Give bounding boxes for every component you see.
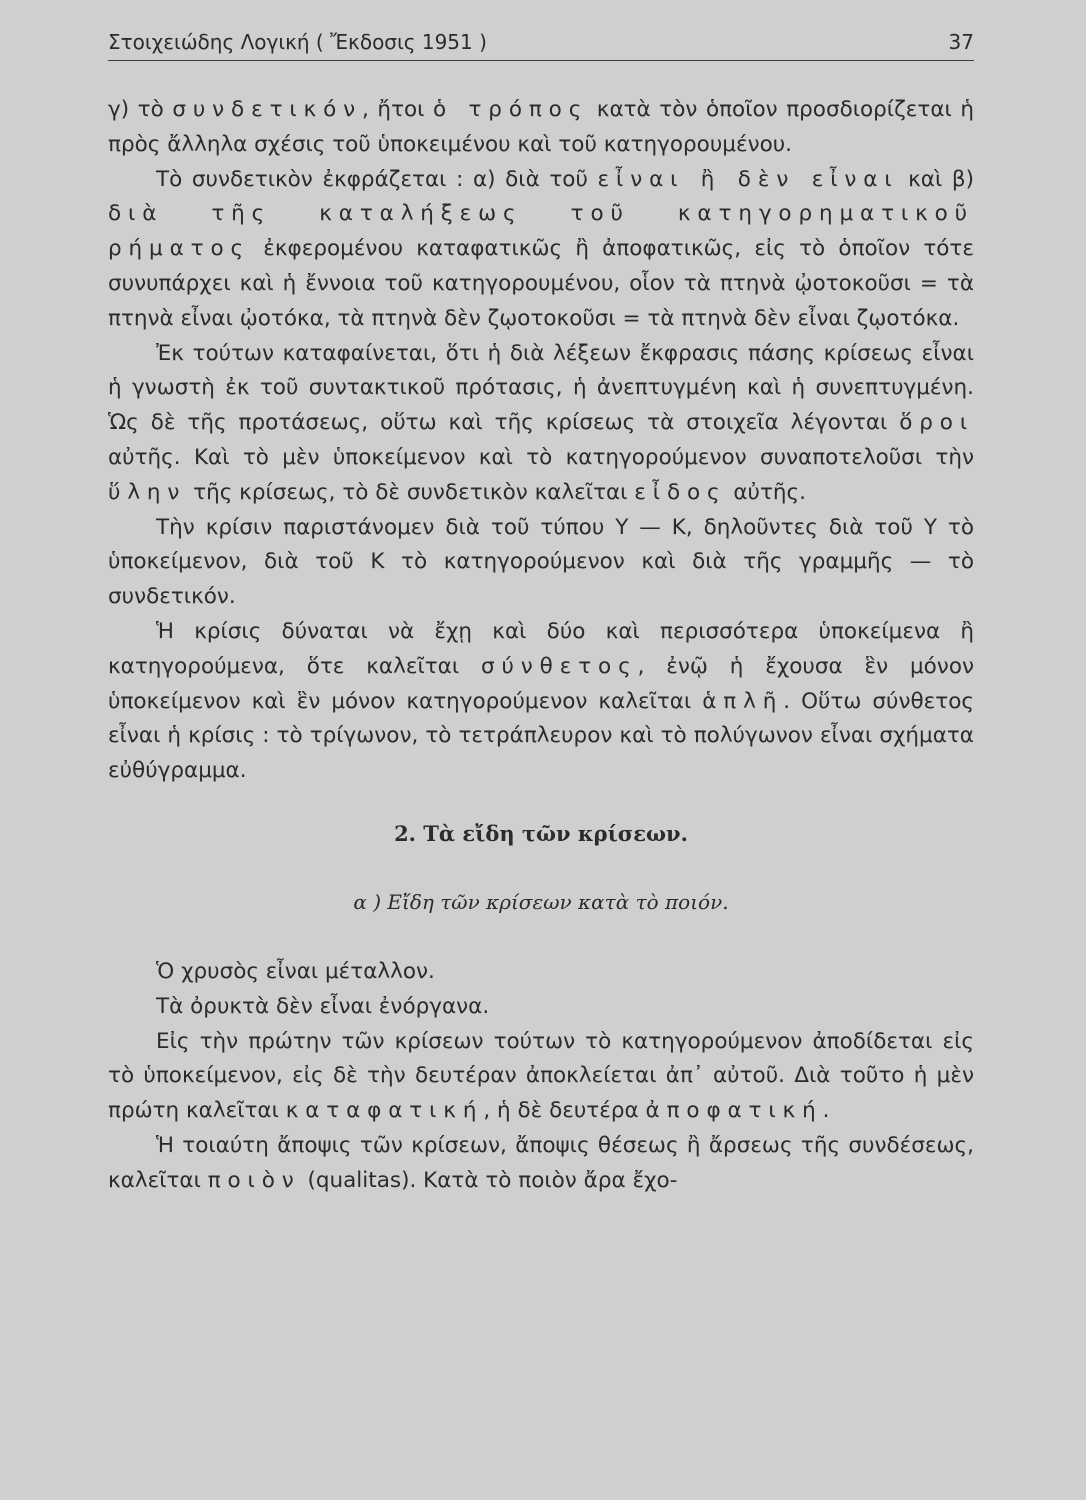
page-number: 37 [948,30,974,54]
paragraph-connective-definition: γ) τὸ συνδετικόν, ἤτοι ὁ τρόπος κατὰ τὸν ὁποῖον προσδιορίζεται ἡ πρὸς ἄλληλα σχέσις τοῦ ὑποκειμένου καὶ τοῦ κατηγορουμένου. [108,97,974,157]
page-body [108,93,974,1199]
paragraph-qualitas: Ἡ τοιαύτη ἄποψις τῶν κρίσεων, ἄποψις θέσεως ἢ ἄρσεως τῆς συνδέσεως, καλεῖται ποιὸν (qualitas). Κατὰ τὸ ποιὸν ἄρα ἔχο- [108,1132,974,1193]
paragraph-compound-judgment: Ἡ κρίσις δύναται νὰ ἔχῃ καὶ δύο καὶ περισσότερα ὑποκείμενα ἢ κατηγορούμενα, ὅτε καλεῖται σύνθετος, ἐνῷ ἡ ἔχουσα ἓν μόνον ὑποκείμενον καὶ ἓν μόνον κατηγορούμενον καλεῖται ἁπλῆ. Οὕτω σύνθετος εἶναι ἡ κρίσις : τὸ τρίγωνον, τὸ τετράπλευρον καὶ τὸ πολύγωνον εἶναι σχήματα εὐθύγραμμα. [108,618,974,784]
example-negative: Τὰ ὀρυκτὰ δὲν εἶναι ἐνόργανα. [156,993,490,1019]
running-title: Στοιχειώδης Λογική ( Ἔκδοσις 1951 ) [108,30,487,54]
paragraph-terms: Ἐκ τούτων καταφαίνεται, ὅτι ἡ διὰ λέξεων ἔκφρασις πάσης κρίσεως εἶναι ἡ γνωστὴ ἐκ τοῦ συντακτικοῦ πρότασις, ἡ ἀνεπτυγμένη καὶ ἡ συνεπτυγμένη. Ὡς δὲ τῆς προτάσεως, οὕτω καὶ τῆς κρίσεως τὰ στοιχεῖα λέγονται ὅροι αὐτῆς. Καὶ τὸ μὲν ὑποκείμενον καὶ τὸ κατηγορούμενον συναποτελοῦσι τὴν ὕλην τῆς κρίσεως, τὸ δὲ συνδετικὸν καλεῖται εἶδος αὐτῆς. [108,340,974,505]
example-affirmative: Ὁ χρυσὸς εἶναι μέταλλον. [156,958,435,984]
paragraph-formula: Τὴν κρίσιν παριστάνομεν διὰ τοῦ τύπου Υ — Κ, δηλοῦντες διὰ τοῦ Υ τὸ ὑποκείμενον, διὰ τοῦ Κ τὸ κατηγορούμενον καὶ διὰ τῆς γραμμῆς — τὸ συνδετικόν. [108,514,974,610]
paragraph-connective-expression: Τὸ συνδετικὸν ἐκφράζεται : α) διὰ τοῦ εἶναι ἢ δὲν εἶναι καὶ β) διὰ τῆς καταλήξεως τοῦ κατηγορηματικοῦ ρήματος ἐκφερομένου καταφατικῶς ἢ ἀποφατικῶς, εἰς τὸ ὁποῖον τότε συνυπάρχει καὶ ἡ ἔννοια τοῦ κατηγορουμένου, οἷον τὰ πτηνὰ ᾠοτοκοῦσι = τὰ πτηνὰ εἶναι ᾠοτόκα, τὰ πτηνὰ δὲν ζῳοτοκοῦσι = τὰ πτηνὰ δὲν εἶναι ζῳοτόκα. [108,166,974,331]
subsection-heading: α ) Εἴδη τῶν κρίσεων κατὰ τὸ ποιόν. [353,889,729,914]
paragraph-quality-explanation: Εἰς τὴν πρώτην τῶν κρίσεων τούτων τὸ κατηγορούμενον ἀποδίδεται εἰς τὸ ὑποκείμενον, εἰς δὲ τὴν δευτέραν ἀποκλείεται ἀπ᾿ αὐτοῦ. Διὰ τοῦτο ἡ μὲν πρώτη καλεῖται καταφατική, ἡ δὲ δευτέρα ἀποφατική. [108,1028,974,1124]
page-header [108,30,974,61]
section-heading: 2. Τὰ εἴδη τῶν κρίσεων. [394,820,688,846]
